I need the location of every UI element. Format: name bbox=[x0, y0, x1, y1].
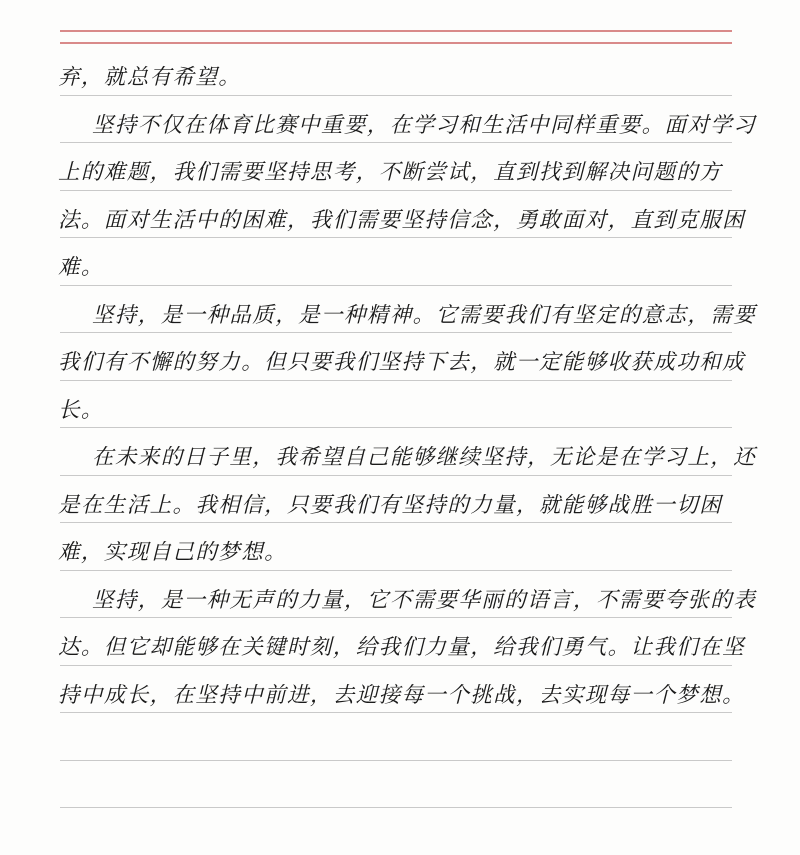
text-line: 上的难题，我们需要坚持思考，不断尝试，直到找到解决问题的方 bbox=[58, 160, 723, 185]
text-line: 达。但它却能够在关键时刻，给我们力量，给我们勇气。让我们在坚 bbox=[58, 635, 746, 660]
text-line: 弃，就总有希望。 bbox=[58, 65, 242, 90]
top-margin-rule bbox=[60, 30, 732, 32]
text-line: 坚持不仅在体育比赛中重要，在学习和生活中同样重要。面对学习 bbox=[92, 112, 757, 138]
text-line: 持中成长，在坚持中前进，去迎接每一个挑战，去实现每一个梦想。 bbox=[58, 682, 746, 708]
text-line: 是在生活上。我相信，只要我们有坚持的力量，就能够战胜一切困 bbox=[58, 492, 723, 518]
text-line: 我们有不懈的努力。但只要我们坚持下去，就一定能够收获成功和成 bbox=[58, 350, 746, 375]
text-line: 坚持，是一种品质，是一种精神。它需要我们有坚定的意志，需要 bbox=[92, 302, 757, 328]
text-line: 在未来的日子里，我希望自己能够继续坚持，无论是在学习上，还 bbox=[92, 445, 757, 470]
text-line: 难。 bbox=[58, 255, 104, 280]
text-line: 法。面对生活中的困难，我们需要坚持信念，勇敢面对，直到克服困 bbox=[58, 207, 746, 233]
text-line: 长。 bbox=[58, 397, 104, 423]
ruled-line bbox=[60, 807, 732, 808]
handwritten-text bbox=[58, 54, 757, 719]
ruled-line bbox=[60, 760, 732, 761]
text-line: 坚持，是一种无声的力量，它不需要华丽的语言，不需要夸张的表 bbox=[92, 587, 757, 613]
text-line: 难，实现自己的梦想。 bbox=[58, 540, 288, 565]
top-margin-rule-second bbox=[60, 42, 732, 44]
